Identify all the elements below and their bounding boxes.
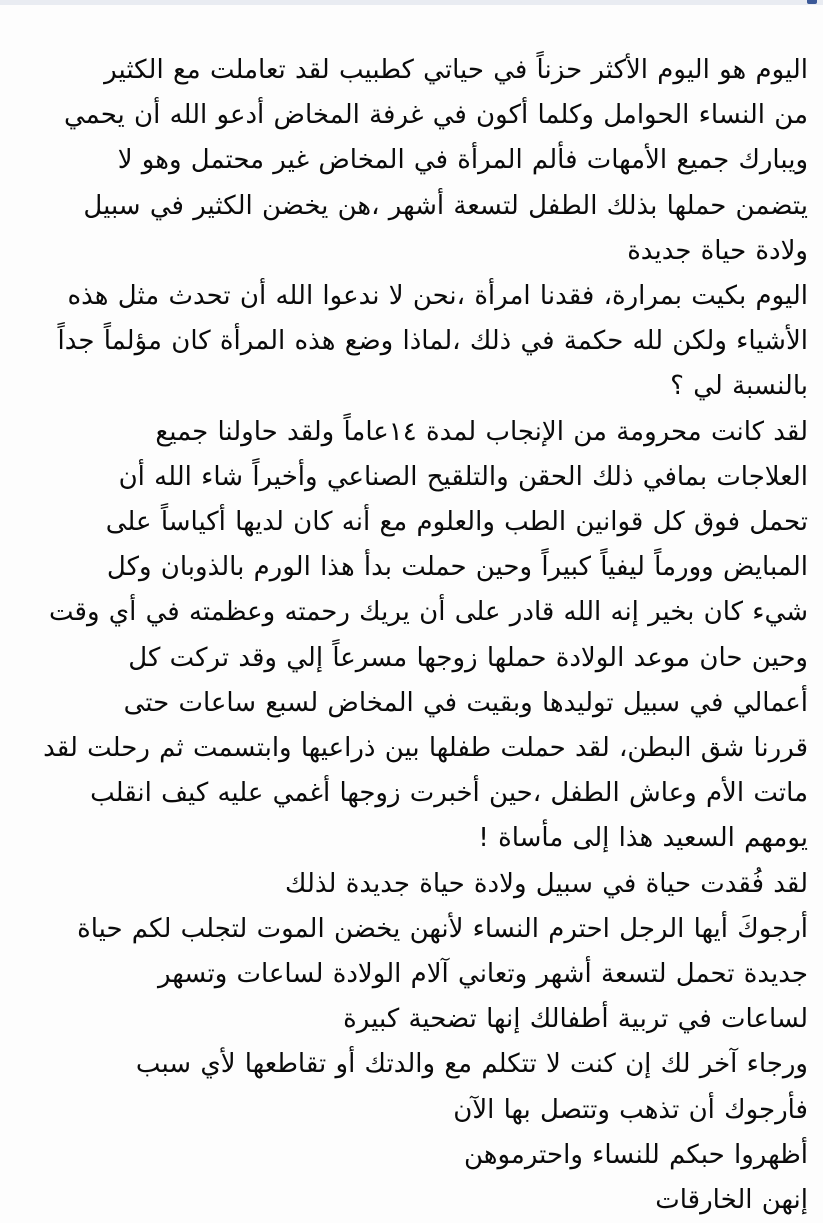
text-line: العلاجات بمافي ذلك الحقن والتلقيح الصناعي وأخيراً شاء الله أن	[118, 461, 808, 492]
article-body	[32, 48, 808, 1223]
paragraph	[32, 862, 808, 907]
text-line: يومهم السعيد هذا إلى مأساة !	[478, 823, 808, 854]
top-edge-mark	[807, 0, 817, 4]
text-line: ماتت الأم وعاش الطفل ،حين أخبرت زوجها أغمي عليه كيف انقلب	[90, 778, 808, 809]
text-line: فأرجوك أن تذهب وتتصل بها الآن	[453, 1094, 808, 1125]
text-line: ويبارك جميع الأمهات فألم المرأة في المخاض غير محتمل وهو لا	[117, 145, 808, 176]
text-line: شيء كان بخير إنه الله قادر على أن يريك رحمته وعظمته في أي وقت	[49, 597, 808, 628]
paragraph	[32, 274, 808, 410]
text-line: بالنسبة لي ؟	[670, 371, 808, 402]
text-line: ورجاء آخر لك إن كنت لا تتكلم مع والدتك أو تقاطعها لأي سبب	[135, 1049, 808, 1080]
text-line: أرجوكَ أيها الرجل احترم النساء لأنهن يخضن الموت لتجلب لكم حياة	[77, 913, 808, 944]
text-line: ولادة حياة جديدة	[627, 235, 808, 266]
text-line: تحمل فوق كل قوانين الطب والعلوم مع أنه كان لديها أكياساً على	[105, 507, 808, 538]
paragraph	[32, 1042, 808, 1132]
text-line: يتضمن حملها بذلك الطفل لتسعة أشهر ،هن يخضن الكثير في سبيل	[83, 190, 808, 221]
text-line: من النساء الحوامل وكلما أكون في غرفة المخاض أدعو الله أن يحمي	[64, 100, 808, 131]
text-line: أظهروا حبكم للنساء واحترموهن	[463, 1139, 808, 1170]
paragraph	[32, 48, 808, 274]
text-line: لقد كانت محرومة من الإنجاب لمدة ١٤عاماً ولقد حاولنا جميع	[155, 416, 808, 447]
paragraph	[32, 1178, 808, 1223]
text-line: جديدة تحمل لتسعة أشهر وتعاني آلام الولادة لساعات وتسهر	[157, 959, 808, 990]
paragraph	[32, 1133, 808, 1178]
text-line: المبايض وورماً ليفياً كبيراً وحين حملت بدأ هذا الورم بالذوبان وكل	[106, 552, 808, 583]
top-status-strip	[0, 0, 823, 5]
text-line: الأشياء ولكن لله حكمة في ذلك ،لماذا وضع هذه المرأة كان مؤلماً جداً	[57, 326, 808, 357]
text-line: اليوم هو اليوم الأكثر حزناً في حياتي كطبيب لقد تعاملت مع الكثير	[104, 55, 808, 85]
text-line: إنهن الخارقات	[655, 1185, 808, 1216]
text-line: أعمالي في سبيل توليدها وبقيت في المخاض لسبع ساعات حتى	[123, 687, 808, 718]
text-line: لقد فُقدت حياة في سبيل ولادة حياة جديدة لذلك	[285, 868, 808, 899]
text-line: قررنا شق البطن، لقد حملت طفلها بين ذراعيها وابتسمت ثم رحلت لقد	[43, 733, 808, 764]
paragraph	[32, 907, 808, 1043]
text-line: اليوم بكيت بمرارة، فقدنا امرأة ،نحن لا ندعوا الله أن تحدث مثل هذه	[67, 281, 808, 312]
text-line: وحين حان موعد الولادة حملها زوجها مسرعاً إلي وقد تركت كل	[128, 642, 808, 673]
paragraph	[32, 410, 808, 862]
text-line: لساعات في تربية أطفالك إنها تضحية كبيرة	[343, 1004, 808, 1035]
